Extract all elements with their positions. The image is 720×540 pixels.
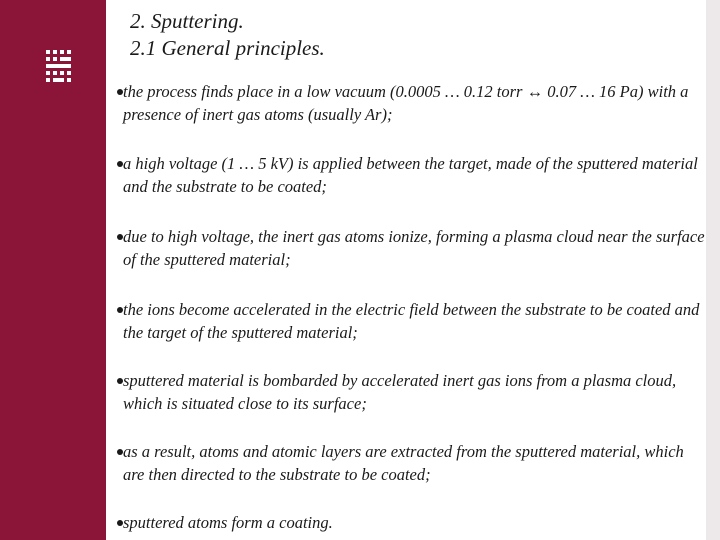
list-item [117, 80, 707, 126]
band-divider [106, 0, 110, 540]
slide-heading: 2. Sputtering. [130, 9, 244, 33]
slide-title [130, 8, 325, 62]
grid-logo-icon [46, 50, 72, 84]
bullet-text: sputtered material is bombarded by accelerated inert gas ions from a plasma cloud, which is situated close to its surface; [123, 371, 677, 413]
bullet-text: sputtered atoms form a coating. [123, 513, 333, 532]
list-item [117, 511, 707, 534]
bullet-dot-icon [117, 307, 123, 313]
bullet-dot-icon [117, 234, 123, 240]
bullet-text: due to high voltage, the inert gas atoms ionize, forming a plasma cloud near the surface of the sputtered material; [123, 227, 705, 269]
list-item [117, 152, 707, 198]
bullet-dot-icon [117, 378, 123, 384]
list-item [117, 440, 707, 486]
list-item [117, 369, 707, 415]
bullet-text: as a result, atoms and atomic layers are extracted from the sputtered material, which are then directed to the substrate to be coated; [123, 442, 684, 484]
bullet-text: the ions become accelerated in the electric field between the substrate to be coated and the target of the sputtered material; [123, 300, 700, 342]
bullet-text: the process finds place in a low vacuum (0.0005 … 0.12 torr ↔ 0.07 … 16 Pa) with a presence of inert gas atoms (usually Ar); [123, 82, 689, 124]
bullet-dot-icon [117, 520, 123, 526]
bullet-dot-icon [117, 161, 123, 167]
right-edge-band [706, 0, 720, 540]
bullet-text: a high voltage (1 … 5 kV) is applied between the target, made of the sputtered material and the substrate to be coated; [123, 154, 698, 196]
list-item [117, 225, 707, 271]
slide-subheading: 2.1 General principles. [130, 36, 325, 60]
list-item [117, 298, 707, 344]
bullet-dot-icon [117, 89, 123, 95]
bullet-dot-icon [117, 449, 123, 455]
